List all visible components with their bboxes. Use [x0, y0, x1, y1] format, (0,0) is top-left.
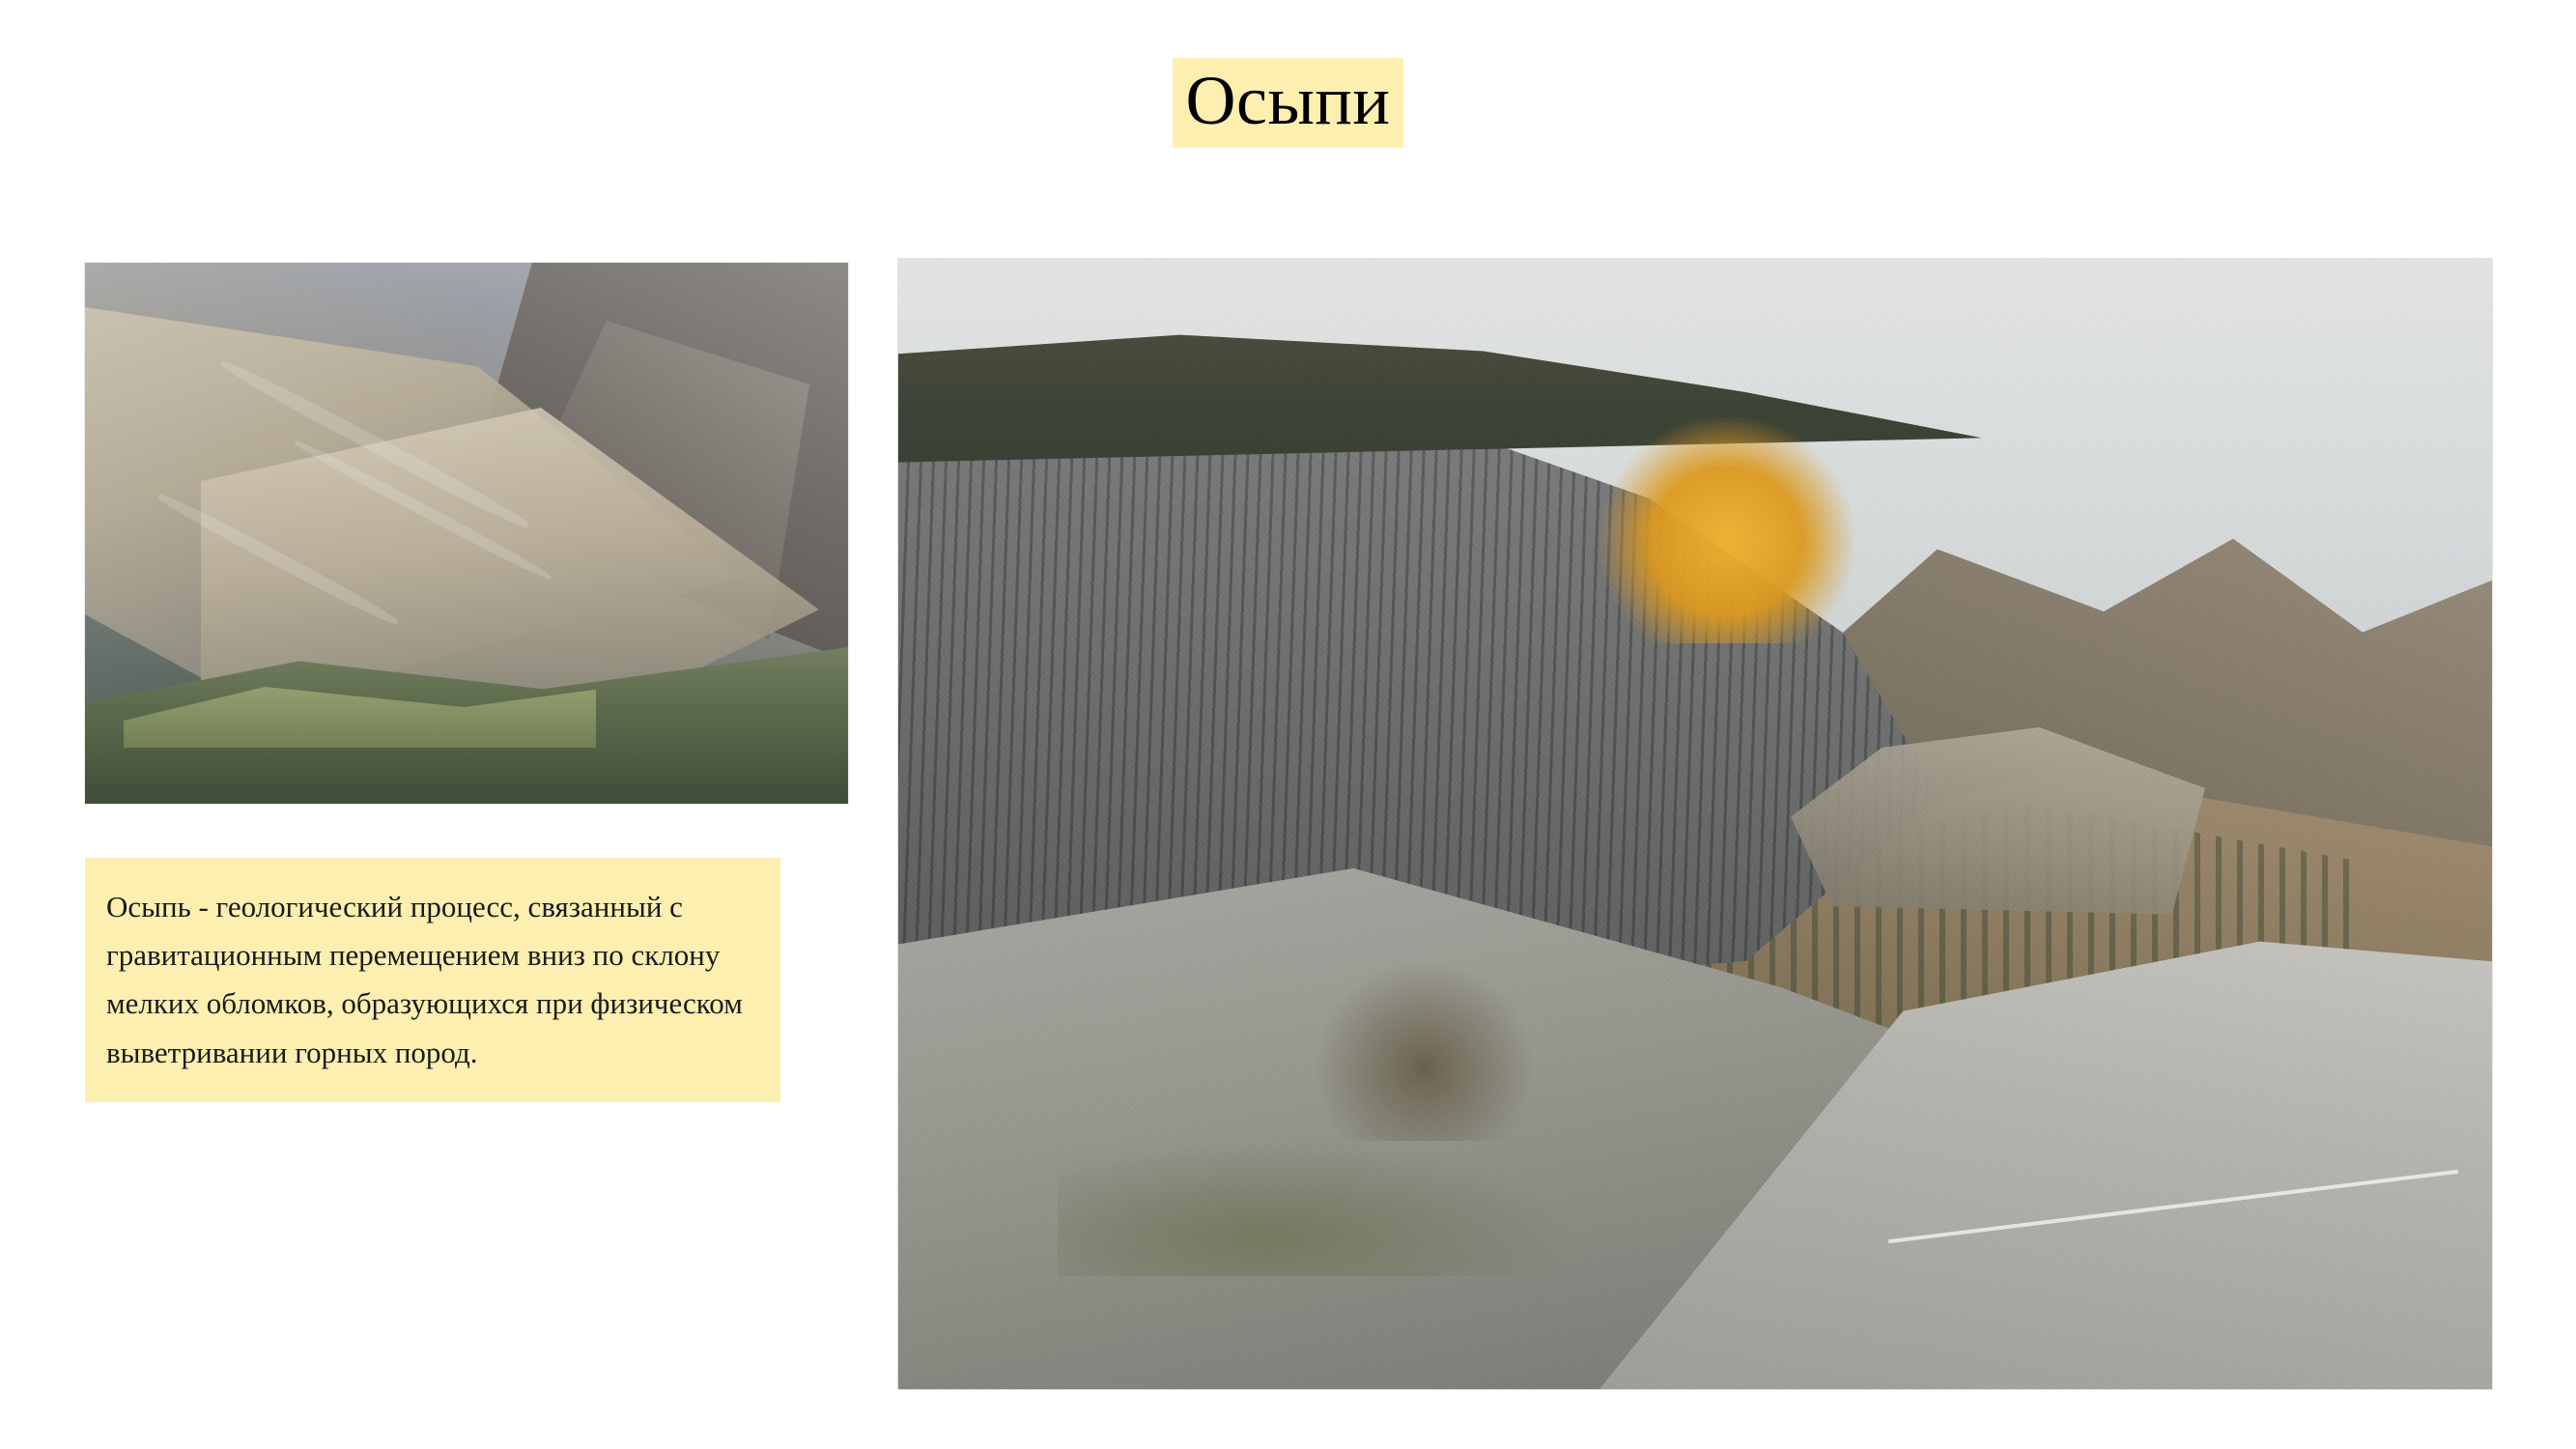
caption-box	[85, 858, 780, 1102]
caption-text: Осыпь - геологический процесс, связанный с гравитационным перемещением вниз по склону мелких обломков, образующихся при физическом выветривании горных пород.	[106, 890, 743, 1069]
page-title: Осыпи	[1173, 58, 1404, 148]
talus-slopes-mountain-valley-photo	[85, 263, 848, 804]
photo-right-grass-patch	[1058, 1141, 1568, 1276]
photo-right-yellow-larch-tree	[1599, 417, 1854, 643]
roadside-scree-cliff-photo	[898, 259, 2492, 1389]
page-title-container	[0, 58, 2576, 148]
photo-right-dry-bush	[1313, 959, 1536, 1140]
